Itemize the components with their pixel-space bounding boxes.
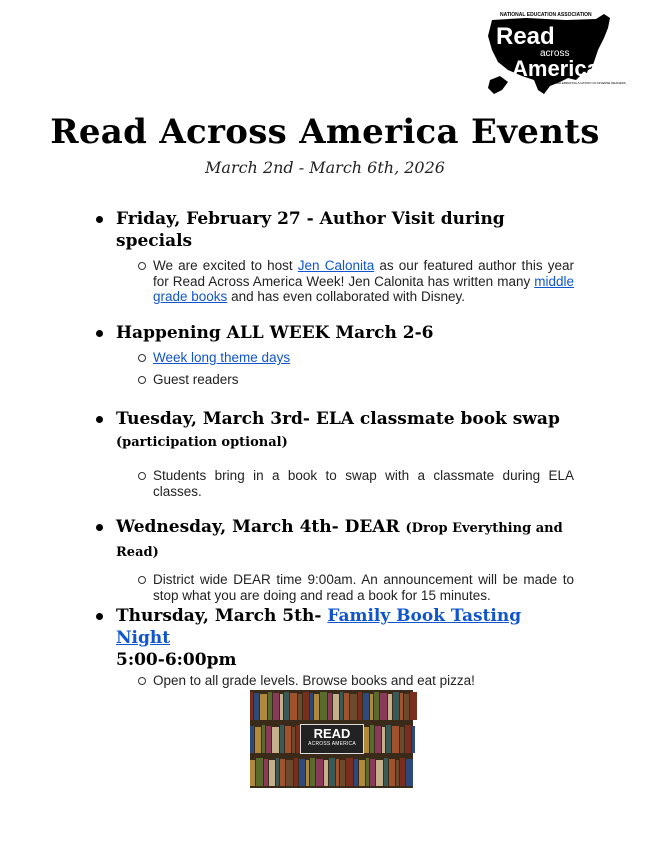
event-heading: Tuesday, March 3rd- ELA classmate book swap (participation optional): [96, 408, 574, 454]
hollow-bullet-icon: [138, 576, 146, 584]
event-heading: Thursday, March 5th- Family Book Tasting Night 5:00-6:00pm: [96, 605, 574, 671]
event-wednesday: [96, 516, 574, 603]
hollow-bullet-icon: [138, 472, 146, 480]
event-heading: Happening ALL WEEK March 2-6: [96, 322, 574, 344]
event-detail: Open to all grade levels. Browse books and eat pizza!: [96, 673, 574, 689]
event-tuesday: [96, 408, 574, 499]
bookshelf-banner-image: [250, 690, 413, 788]
event-thursday: [96, 605, 574, 689]
logo-word-read: Read: [496, 23, 555, 50]
bullet-icon: [96, 416, 103, 423]
event-detail: We are excited to host Jen Calonita as our featured author this year for Read Across America Week! Jen Calonita has written many middle grade books and has even collaborated with Disney.: [96, 258, 574, 305]
nea-read-across-america-logo: [486, 10, 626, 98]
bullet-icon: [96, 613, 103, 620]
hollow-bullet-icon: [138, 677, 146, 685]
author-link[interactable]: Jen Calonita: [297, 258, 375, 273]
event-all-week: [96, 322, 574, 387]
page-title: Read Across America Events: [50, 112, 600, 152]
middle-grade-books-link[interactable]: middle grade books: [153, 273, 574, 304]
bullet-icon: [96, 524, 103, 531]
logo-org-text: NATIONAL EDUCATION ASSOCIATION: [500, 12, 592, 18]
event-heading: Friday, February 27 - Author Visit during specials: [96, 208, 574, 252]
theme-days-link[interactable]: Week long theme days: [153, 350, 291, 365]
logo-word-america: America: [512, 56, 599, 81]
list-item: [96, 350, 574, 366]
logo-tagline: CELEBRATING A NATION OF DIVERSE READERS: [556, 81, 626, 85]
hollow-bullet-icon: [138, 262, 146, 270]
list-item: Guest readers: [96, 372, 574, 388]
hollow-bullet-icon: [138, 376, 146, 384]
event-friday: [96, 208, 574, 305]
bullet-icon: [96, 330, 103, 337]
hollow-bullet-icon: [138, 354, 146, 362]
event-detail: District wide DEAR time 9:00am. An announcement will be made to stop what you are doing and read a book for 15 minutes.: [96, 572, 574, 603]
event-heading: Wednesday, March 4th- DEAR (Drop Everything and Read): [96, 516, 574, 564]
page-subtitle: March 2nd - March 6th, 2026: [205, 158, 445, 177]
book-tasting-link[interactable]: Family Book Tasting Night: [116, 606, 522, 648]
bullet-icon: [96, 216, 103, 223]
event-detail: Students bring in a book to swap with a classmate during ELA classes.: [96, 468, 574, 499]
banner-label: READ ACROSS AMERICA: [300, 724, 364, 754]
logo-word-across: across: [540, 48, 570, 59]
